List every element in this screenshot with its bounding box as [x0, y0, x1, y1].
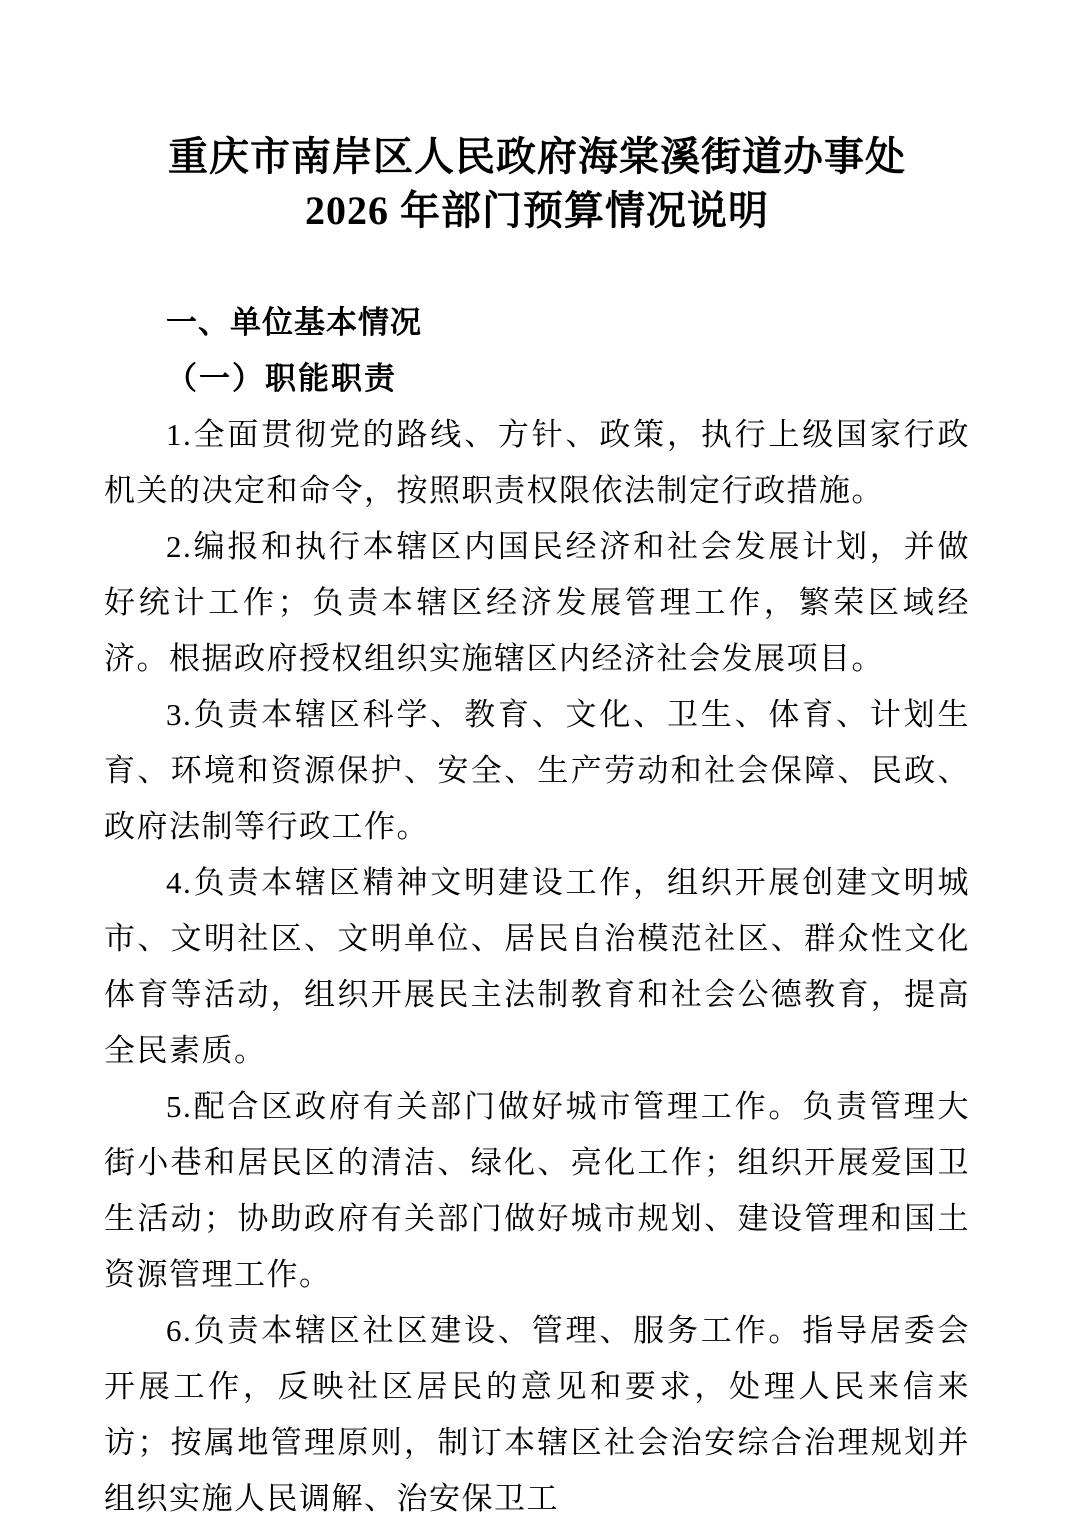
- duty-paragraph-2: 2.编报和执行本辖区内国民经济和社会发展计划，并做好统计工作；负责本辖区经济发展管理工作，繁荣区域经济。根据政府授权组织实施辖区内经济社会发展项目。: [104, 529, 970, 676]
- duty-paragraph-1: 1.全面贯彻党的路线、方针、政策，执行上级国家行政机关的决定和命令，按照职责权限依法制定行政措施。: [104, 417, 970, 508]
- duty-paragraph-6: 6.负责本辖区社区建设、管理、服务工作。指导居委会开展工作，反映社区居民的意见和要求，处理人民来信来访；按属地管理原则，制订本辖区社会治安综合治理规划并组织实施人民调解、治安保卫工: [104, 1313, 970, 1516]
- document-title: [104, 130, 970, 238]
- document-title-line1: 重庆市南岸区人民政府海棠溪街道办事处: [168, 134, 906, 179]
- subsection-heading-duties: （一）职能职责: [166, 361, 397, 396]
- duty-paragraph-5: 5.配合区政府有关部门做好城市管理工作。负责管理大街小巷和居民区的清洁、绿化、亮化工作；组织开展爱国卫生活动；协助政府有关部门做好城市规划、建设管理和国土资源管理工作。: [104, 1089, 970, 1292]
- duty-paragraph-4: 4.负责本辖区精神文明建设工作，组织开展创建文明城市、文明社区、文明单位、居民自治模范社区、群众性文化体育等活动，组织开展民主法制教育和社会公德教育，提高全民素质。: [104, 865, 970, 1068]
- duty-paragraph-3: 3.负责本辖区科学、教育、文化、卫生、体育、计划生育、环境和资源保护、安全、生产劳动和社会保障、民政、政府法制等行政工作。: [104, 697, 970, 844]
- section-heading-basic-info: 一、单位基本情况: [166, 305, 422, 340]
- document-title-line2: 2026 年部门预算情况说明: [305, 188, 769, 233]
